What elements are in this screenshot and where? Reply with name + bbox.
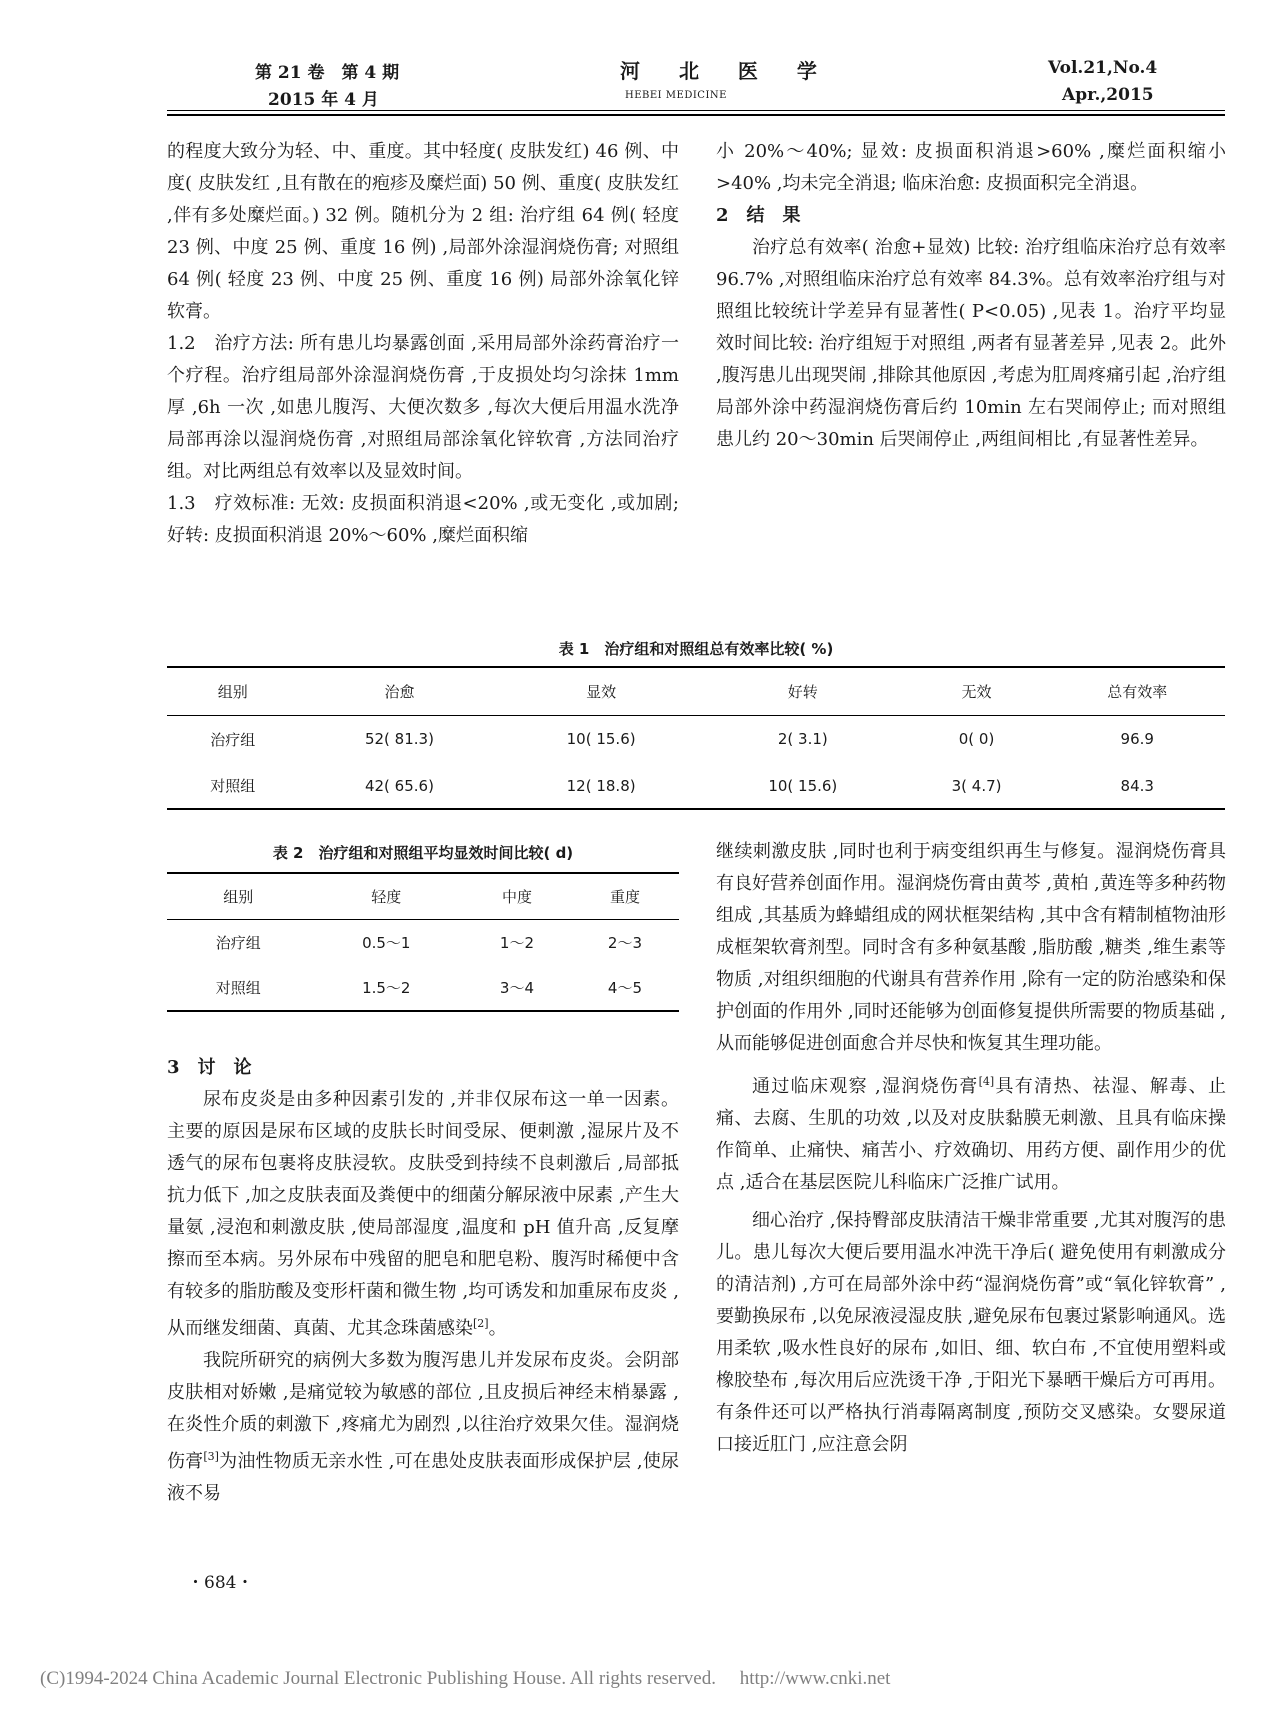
table-header: 显效 [586, 682, 617, 701]
citation: [4] [978, 1075, 995, 1088]
table-header: 轻度 [371, 887, 402, 906]
paragraph-text: 为油性物质无亲水性 ,可在患处皮肤表面形成保护层 ,使尿液不易 [167, 1451, 680, 1504]
table-cell: 2～3 [607, 933, 643, 952]
table-row [167, 919, 679, 965]
table-cell: 96.9 [1120, 730, 1154, 749]
journal-subtitle: HEBEI MEDICINE [625, 90, 727, 101]
citation: [2] [473, 1317, 489, 1330]
table-cell: 治疗组 [210, 730, 256, 749]
table-cell: 对照组 [210, 777, 256, 795]
section-1-2: 1.2 治疗方法: 所有患儿均暴露创面 ,采用局部外涂药膏治疗一个疗程。治疗组局部外涂湿润烧伤膏 ,于皮损处均匀涂抹 1mm 厚 ,6h 一次 ,如患儿腹泻、大便次数多 ,每次大便后用温水洗净局部再涂以湿润烧伤膏 ,对照组局部涂氧化锌软膏 ,方法同治疗组。对比两组总有效率以及显效时间。 [167, 333, 679, 482]
table-row [167, 763, 1225, 809]
table-header: 组别 [217, 682, 248, 701]
table-cell: 3( 4.7) [951, 776, 1002, 795]
section-heading-discussion: 3 讨 论 [167, 1057, 252, 1078]
page-number: ・684・ [187, 1573, 254, 1593]
paragraph-text: 尿布皮炎是由多种因素引发的 ,并非仅尿布这一单一因素。主要的原因是尿布区域的皮肤长时间受尿、便刺激 ,湿尿片及不透气的尿布包裹将皮肤浸软。皮肤受到持续不良刺激后 ,局部抵抗力低下 ,加之皮肤表面及粪便中的细菌分解尿液中尿素 ,产生大量氨 ,浸泡和刺激皮肤 ,使局部湿度 ,温度和 pH 值升高 ,反复摩擦而至本病。另外尿布中残留的肥皂和肥皂粉、腹泻时稀便中含有较多的脂肪酸及变形杆菌和微生物 ,均可诱发和加重尿布皮炎 ,从而继发细菌、真菌、尤其念珠菌感染 [167, 1089, 679, 1339]
paragraph [167, 1084, 679, 1345]
table-header-row [167, 667, 1225, 715]
table-header: 组别 [223, 887, 254, 906]
volume-en: Vol.21,No.4 [1048, 58, 1158, 78]
volume-issue: 第 21 卷 第 4 期 [255, 63, 400, 83]
table2 [167, 872, 679, 1012]
table-cell: 4～5 [607, 979, 643, 997]
table-header: 中度 [501, 887, 532, 906]
date-en: Apr.,2015 [1062, 85, 1154, 105]
paragraph-text: 通过临床观察 ,湿润烧伤膏 [752, 1076, 979, 1097]
table-cell: 42( 65.6) [364, 776, 434, 795]
table-cell: 2( 3.1) [777, 730, 828, 749]
journal-title: 河 北 医 学 [620, 59, 833, 83]
table2-caption: 表 2 治疗组和对照组平均显效时间比较( d) [272, 844, 574, 862]
paragraph-end: 。 [488, 1318, 507, 1339]
copyright-footer: (C)1994-2024 China Academic Journal Electronic Publishing House. All rights reserved. http://www.cnki.net [40, 1668, 891, 1689]
paragraph: 小 20%～40%; 显效: 皮损面积消退>60% ,糜烂面积缩小>40% ,均未完全消退; 临床治愈: 皮损面积完全消退。 [716, 141, 1226, 194]
table-cell: 10( 15.6) [566, 730, 636, 749]
table-header: 总有效率 [1107, 682, 1168, 701]
table-header: 治愈 [384, 682, 415, 701]
section-heading-results: 2 结 果 [716, 205, 801, 226]
table1-caption: 表 1 治疗组和对照组总有效率比较( %) [558, 640, 834, 658]
paragraph: 的程度大致分为轻、中、重度。其中轻度( 皮肤发红) 46 例、中度( 皮肤发红 ,且有散在的疱疹及糜烂面) 50 例、重度( 皮肤发红 ,伴有多处糜烂面。) 32 例。随机分为 2 组: 治疗组 64 例( 轻度 23 例、中度 25 例、重度 16 例) ,局部外涂湿润烧伤膏; 对照组 64 例( 轻度 23 例、中度 25 例、重度 16 例) 局部外涂氧化锌软膏。 [167, 141, 679, 322]
right-column-bottom [716, 836, 1226, 1461]
left-column-bottom [167, 1052, 679, 1510]
table-cell: 1.5～2 [362, 979, 411, 997]
table-header: 无效 [961, 682, 992, 701]
table-cell: 10( 15.6) [768, 776, 838, 795]
paragraph [167, 1345, 679, 1510]
table1 [167, 666, 1225, 810]
paragraph-text: 我院所研究的病例大多数为腹泻患儿并发尿布皮炎。会阴部皮肤相对娇嫩 ,是痛觉较为敏感的部位 ,且皮损后神经末梢暴露 ,在炎性介质的刺激下 ,疼痛尤为剧烈 ,以往治疗效果欠佳。湿润烧伤膏 [167, 1350, 679, 1472]
table-header: 好转 [787, 682, 818, 701]
right-column-top [716, 136, 1226, 456]
paragraph: 治疗总有效率( 治愈+显效) 比较: 治疗组临床治疗总有效率 96.7% ,对照组临床治疗总有效率 84.3%。总有效率治疗组与对照组比较统计学差异有显著性( P<0.05) ,见表 1。治疗平均显效时间比较: 治疗组短于对照组 ,两者有显著差异 ,见表 2。此外 ,腹泻患儿出现哭闹 ,排除其他原因 ,考虑为肛周疼痛引起 ,治疗组局部外涂中药湿润烧伤膏后约 10min 左右哭闹停止; 而对照组患儿约 20～30min 后哭闹停止 ,两组间相比 ,有显著性差异。 [716, 237, 1226, 450]
table-cell: 84.3 [1120, 776, 1154, 795]
table-row [167, 965, 679, 1011]
header-rule-thin [167, 110, 1225, 111]
left-column-top [167, 136, 679, 552]
table-cell: 12( 18.8) [566, 776, 636, 795]
table-header-row [167, 873, 679, 919]
section-1-3: 1.3 疗效标准: 无效: 皮损面积消退<20% ,或无变化 ,或加剧; 好转: 皮损面积消退 20%～60% ,糜烂面积缩 [167, 493, 679, 546]
table-row [167, 715, 1225, 763]
paragraph: 细心治疗 ,保持臀部皮肤清洁干燥非常重要 ,尤其对腹泻的患儿。患儿每次大便后要用温水冲洗干净后( 避免使用有刺激成分的清洁剂) ,方可在局部外涂中药“湿润烧伤膏”或“氧化锌软膏” ,要勤换尿布 ,以免尿液浸湿皮肤 ,避免尿布包裹过紧影响通风。选用柔软 ,吸水性良好的尿布 ,如旧、细、软白布 ,不宜使用塑料或橡胶垫布 ,每次用后应洗烫干净 ,于阳光下暴晒干燥后方可再用。有条件还可以严格执行消毒隔离制度 ,预防交叉感染。女婴尿道口接近肛门 ,应注意会阴 [716, 1210, 1226, 1455]
table-cell: 治疗组 [215, 933, 261, 952]
table-header: 重度 [609, 887, 640, 906]
paragraph: 继续刺激皮肤 ,同时也利于病变组织再生与修复。湿润烧伤膏具有良好营养创面作用。湿润烧伤膏由黄芩 ,黄柏 ,黄连等多种药物组成 ,其基质为蜂蜡组成的网状框架结构 ,其中含有精制植物油形成框架软膏剂型。同时含有多种氨基酸 ,脂肪酸 ,糖类 ,维生素等物质 ,对组织细胞的代谢具有营养作用 ,除有一定的防治感染和保护创面的作用外 ,同时还能够为创面修复提供所需要的物质基础 ,从而能够促进创面愈合并尽快和恢复其生理功能。 [716, 841, 1226, 1054]
table-cell: 3～4 [499, 979, 534, 997]
issue-date: 2015 年 4 月 [268, 90, 379, 110]
table-cell: 0( 0) [958, 730, 995, 749]
header-rule-thick [167, 114, 1225, 116]
citation: [3] [203, 1450, 219, 1463]
paragraph [716, 1066, 1226, 1199]
table-cell: 对照组 [215, 979, 261, 997]
table-cell: 1～2 [499, 933, 534, 952]
paragraph-text: 具有清热、祛湿、解毒、止痛、去腐、生肌的功效 ,以及对皮肤黏膜无刺激、且具有临床操作简单、止痛快、痛苦小、疗效确切、用药方便、副作用少的优点 ,适合在基层医院儿科临床广泛推广试用。 [716, 1076, 1226, 1193]
table-cell: 52( 81.3) [364, 730, 434, 749]
table-cell: 0.5～1 [362, 933, 411, 952]
